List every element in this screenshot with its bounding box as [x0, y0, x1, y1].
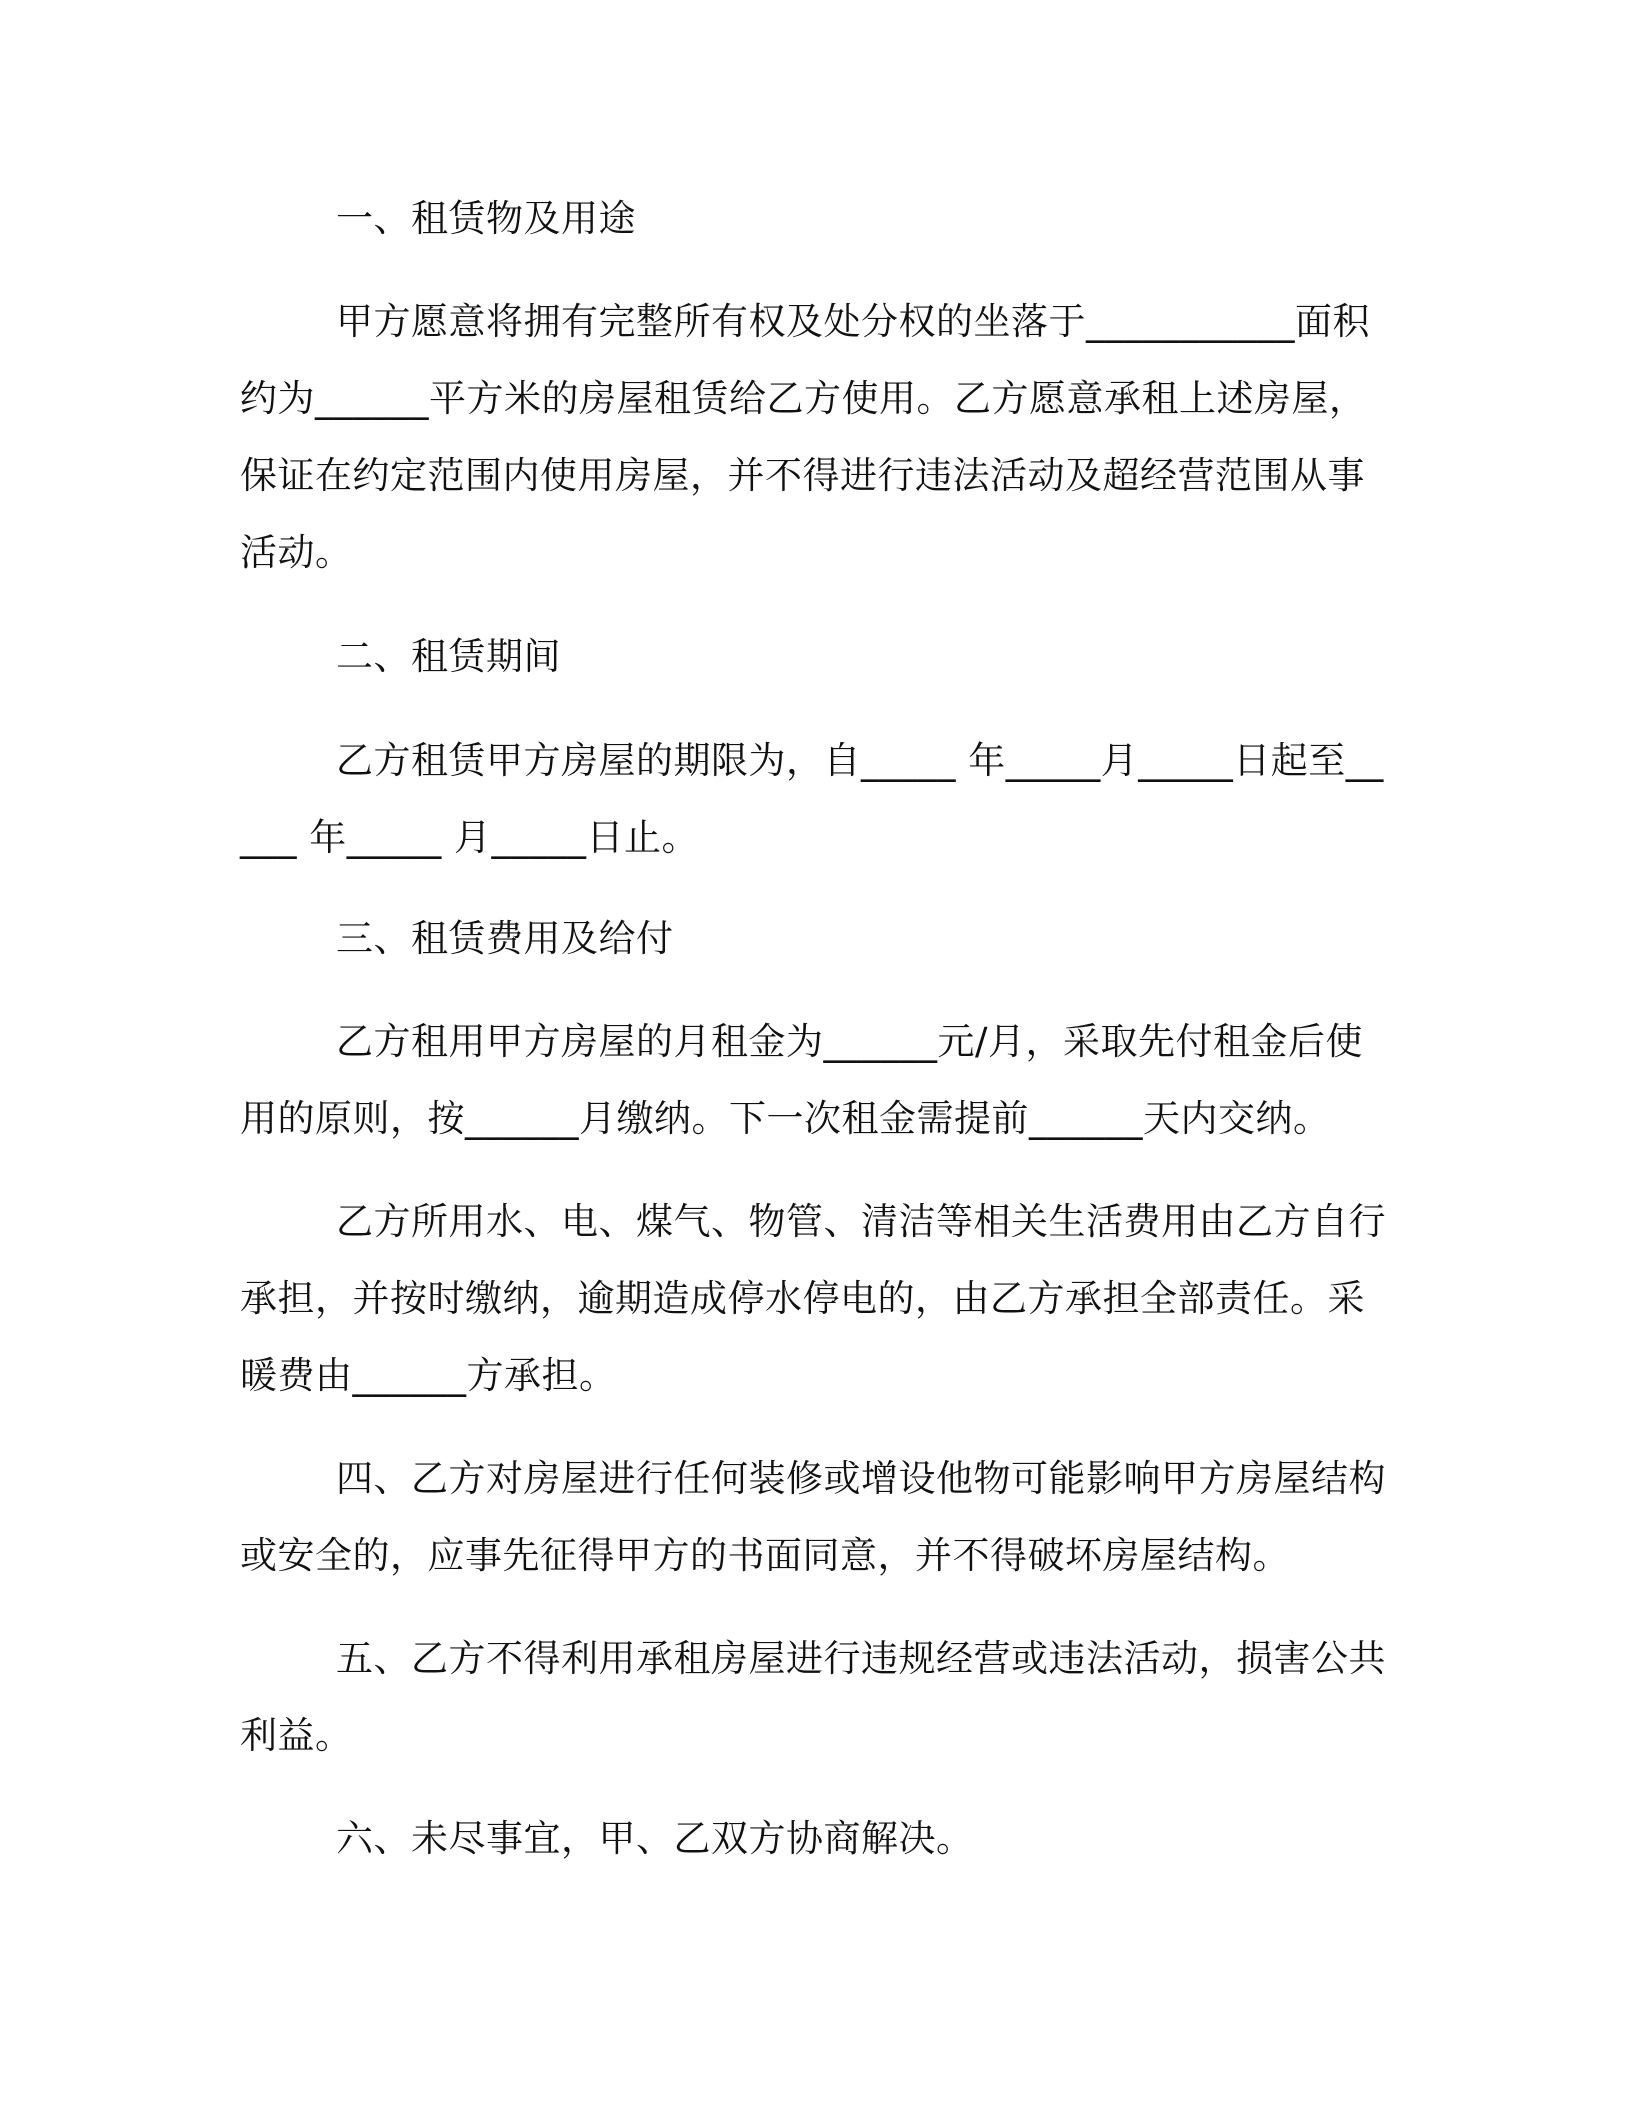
section-2-paragraph: 乙方租赁甲方房屋的期限为，自_____ 年_____月_____日起至_____ 年_____ 月_____日止。 — [240, 739, 1384, 859]
section-4-paragraph: 四、乙方对房屋进行任何装修或增设他物可能影响甲方房屋结构或安全的，应事先征得甲方的书面同意，并不得破坏房屋结构。 — [240, 1457, 1386, 1577]
section-3-heading: 三、租赁费用及给付 — [336, 917, 674, 960]
section-6-paragraph: 六、未尽事宜，甲、乙双方协商解决。 — [336, 1817, 974, 1860]
section-3-paragraph-1: 乙方租用甲方房屋的月租金为______元/月，采取先付租金后使用的原则，按______月缴纳。下一次租金需提前______天内交纳。 — [240, 1020, 1363, 1140]
section-2-heading: 二、租赁期间 — [336, 635, 561, 678]
section-3-paragraph-2: 乙方所用水、电、煤气、物管、清洁等相关生活费用由乙方自行承担，并按时缴纳，逾期造成停水停电的，由乙方承担全部责任。采暖费由______方承担。 — [240, 1200, 1386, 1397]
section-5-paragraph: 五、乙方不得利用承租房屋进行违规经营或违法活动，损害公共利益。 — [240, 1637, 1386, 1757]
section-1-heading: 一、租赁物及用途 — [336, 197, 636, 240]
section-1-paragraph: 甲方愿意将拥有完整所有权及处分权的坐落于___________面积约为______平方米的房屋租赁给乙方使用。乙方愿意承租上述房屋，保证在约定范围内使用房屋，并不得进行违法活动及超经营范围从事活动。 — [240, 300, 1370, 574]
